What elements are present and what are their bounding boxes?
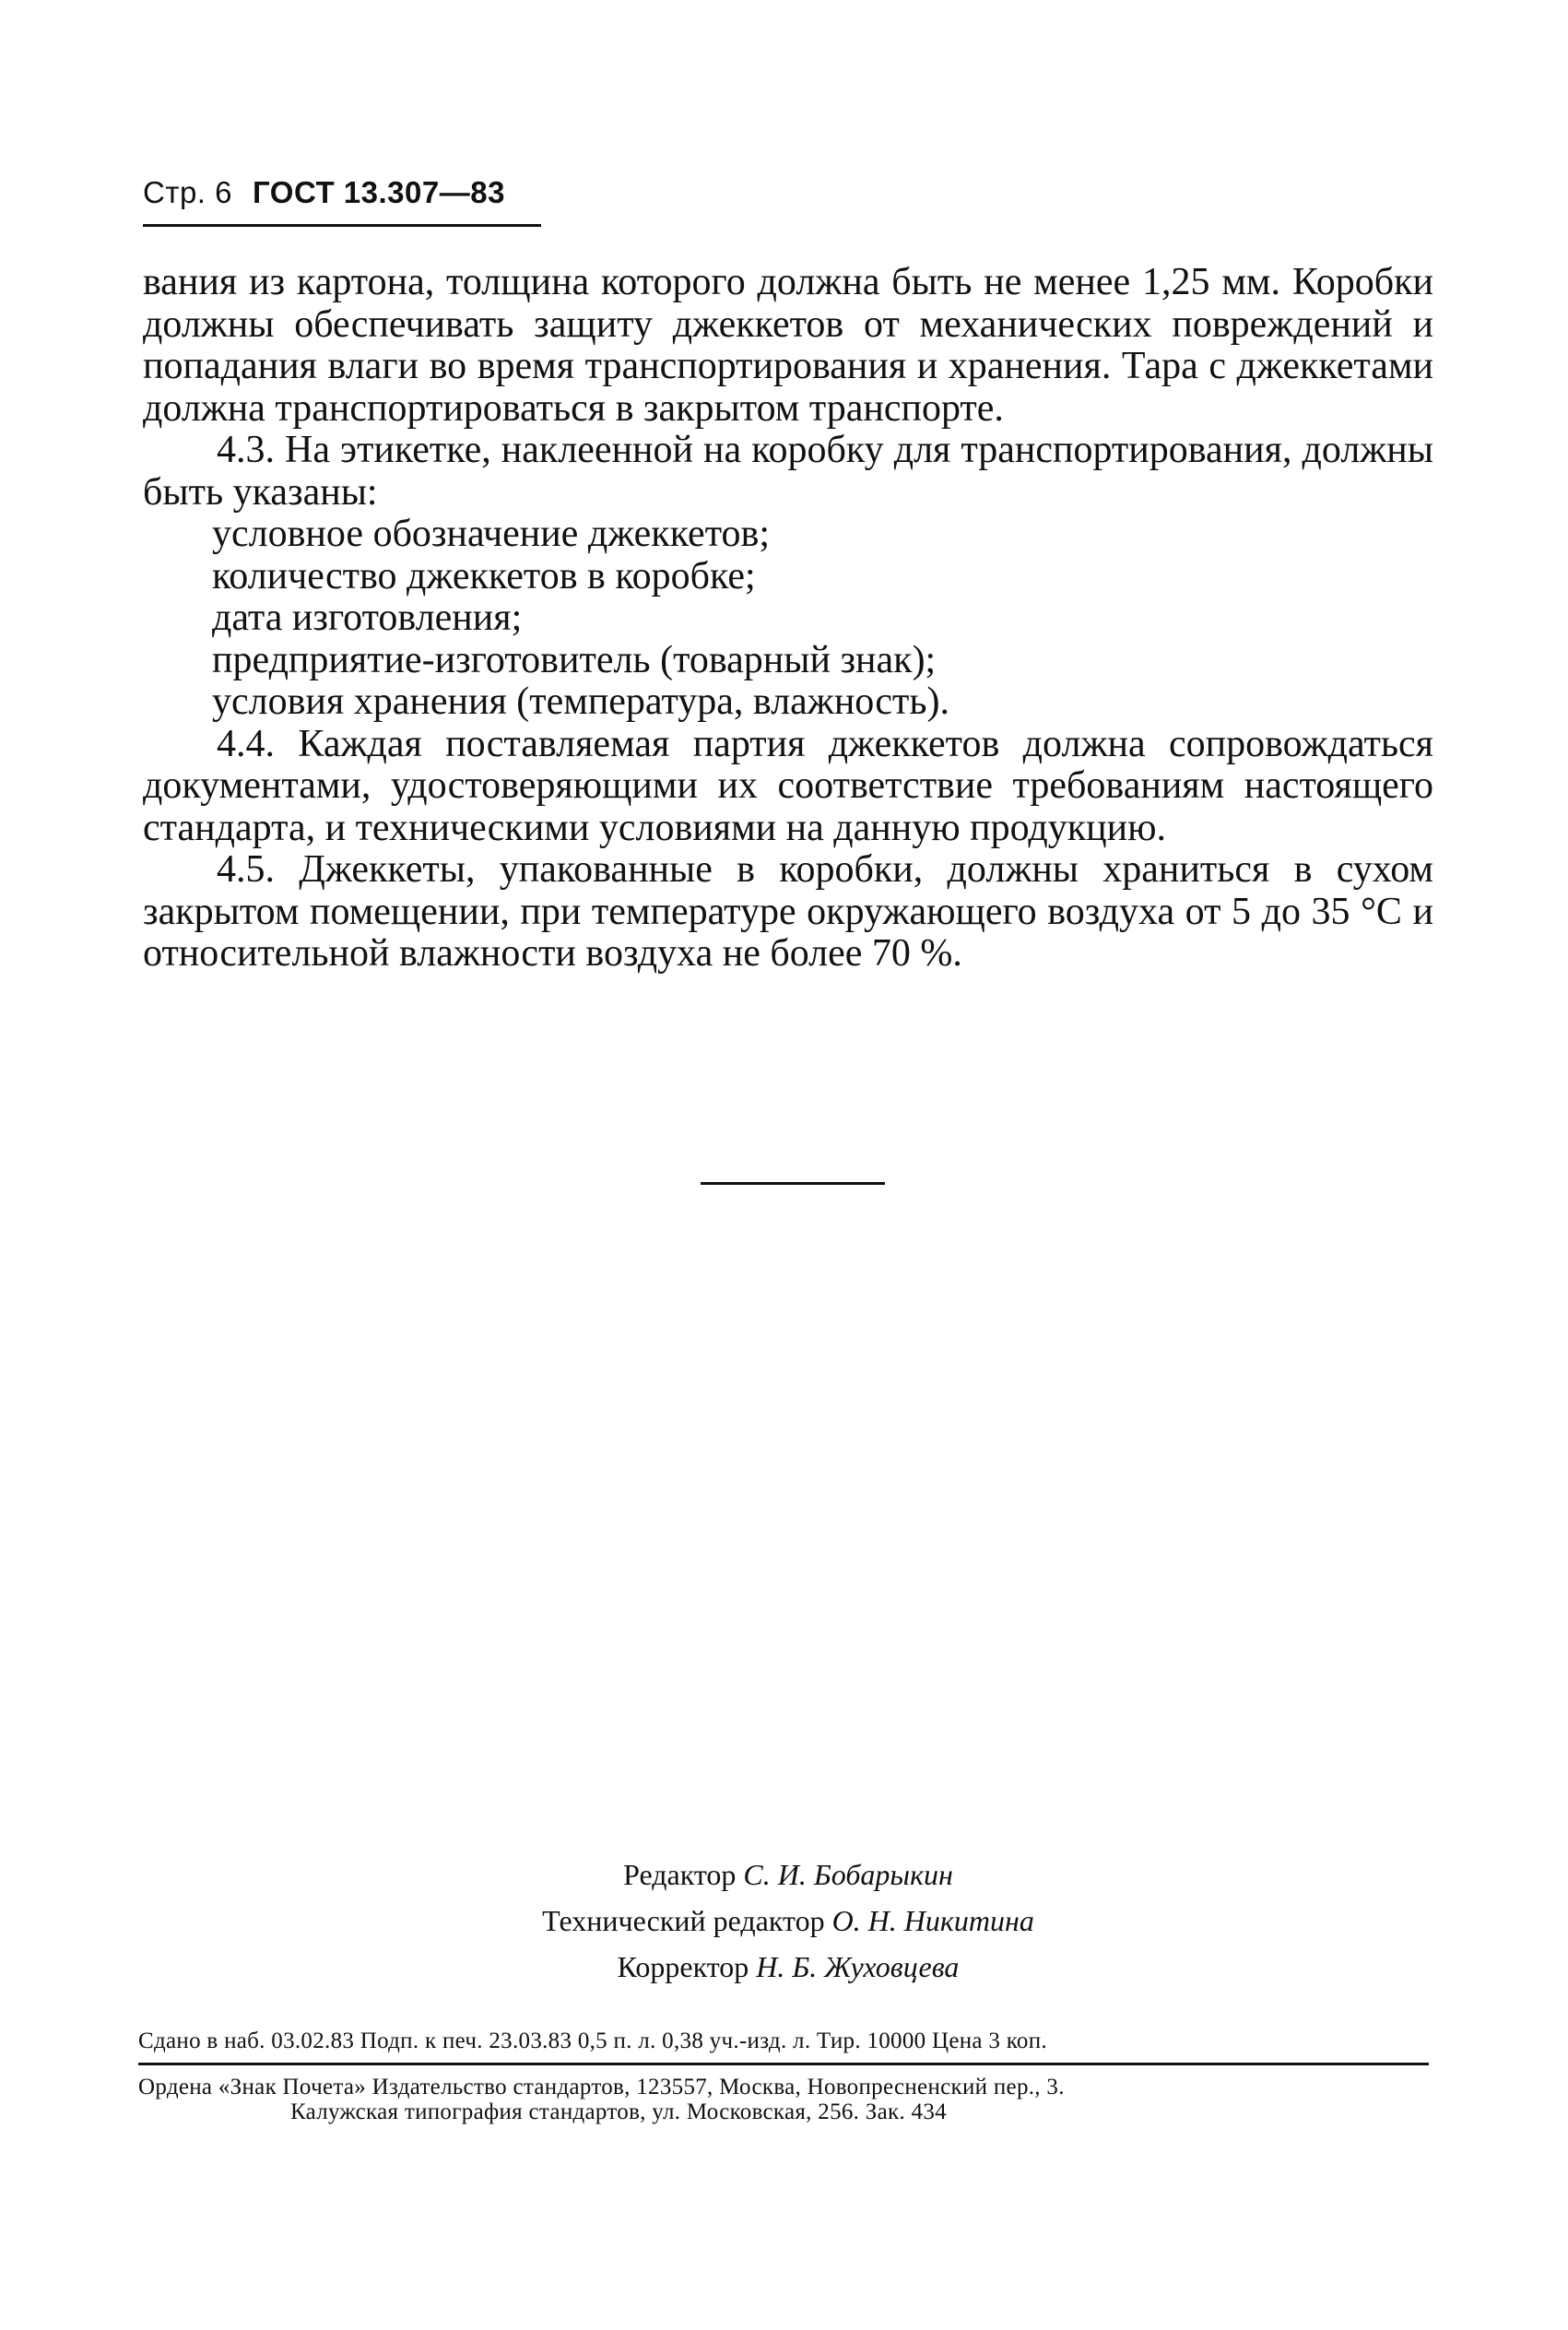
list-item: дата изготовления; <box>212 597 523 639</box>
list-item: условное обозначение джеккетов; <box>212 513 771 555</box>
credits-block <box>143 1851 1433 1990</box>
header-divider <box>143 224 541 227</box>
corrector-label: Корректор <box>617 1950 749 1983</box>
page-number: Стр. 6 <box>143 175 232 209</box>
publisher-line: Ордена «Знак Почета» Издательство стандартов, 123557, Москва, Новопресненский пер., 3. <box>138 2075 1065 2099</box>
section-separator <box>701 1182 885 1185</box>
printer-line: Калужская типография стандартов, ул. Московская, 256. Зак. 434 <box>290 2099 947 2124</box>
tech-editor-label: Технический редактор <box>542 1904 825 1937</box>
corrector-line <box>143 1944 1433 1990</box>
imprint-publisher <box>138 2075 1433 2124</box>
tech-editor-line <box>143 1898 1433 1944</box>
tech-editor-name: О. Н. Никитина <box>831 1904 1034 1937</box>
editor-name: С. И. Бобарыкин <box>743 1858 953 1891</box>
page-header <box>143 175 505 210</box>
list-item: условия хранения (температура, влажность). <box>212 680 949 723</box>
imprint-print-data: Сдано в наб. 03.02.83 Подп. к печ. 23.03.83 0,5 п. л. 0,38 уч.-изд. л. Тир. 10000 Цена 3 коп. <box>138 2028 1047 2053</box>
document-body <box>143 262 1433 976</box>
paragraph-4-3: 4.3. На этикетке, наклеенной на коробку для транспортирования, должны быть указаны: <box>143 429 1433 514</box>
list-item: количество джеккетов в коробке; <box>212 554 756 597</box>
corrector-name: Н. Б. Жуховцева <box>756 1950 960 1983</box>
imprint-divider <box>138 2063 1429 2065</box>
list-item: предприятие-изготовитель (товарный знак); <box>212 638 937 681</box>
editor-line <box>143 1851 1433 1898</box>
paragraph-4-5: 4.5. Джеккеты, упакованные в коробки, должны храниться в сухом закрытом помещении, при температуре окружающего воздуха от 5 до 35 °С и относительной влажности воздуха не более 70 %. <box>143 848 1433 975</box>
paragraph-continued: вания из картона, толщина которого должна быть не менее 1,25 мм. Коробки должны обеспечивать защиту джеккетов от механических повреждений и попадания влаги во время транспортирования и хранения. Тара с джеккетами должна транспортироваться в закрытом транспорте. <box>143 261 1433 430</box>
editor-label: Редактор <box>623 1858 737 1891</box>
paragraph-4-4: 4.4. Каждая поставляемая партия джеккетов должна сопровождаться документами, удостоверяющими их соответствие требованиям настоящего стандарта, и техническими условиями на данную продукцию. <box>143 722 1433 849</box>
standard-code: ГОСТ 13.307—83 <box>253 175 505 209</box>
